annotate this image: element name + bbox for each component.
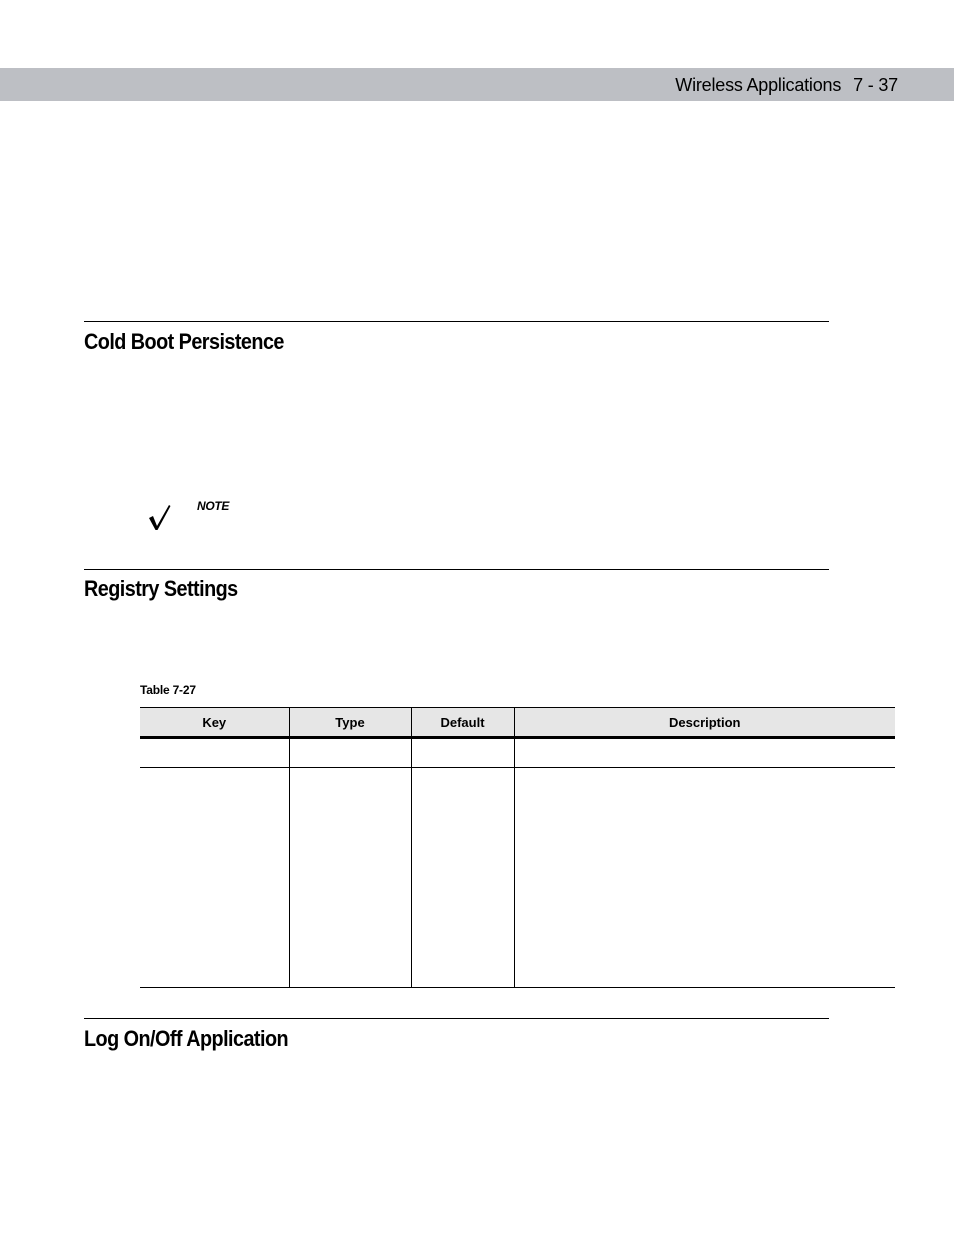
table-cell-default bbox=[411, 738, 514, 768]
column-header-default: Default bbox=[411, 708, 514, 738]
section-heading-log-on-off: Log On/Off Application bbox=[84, 1026, 289, 1051]
table-cell-type bbox=[289, 768, 411, 988]
note-label: NOTE bbox=[197, 499, 230, 513]
table-row bbox=[140, 768, 895, 988]
section-rule bbox=[84, 1018, 829, 1019]
section-rule bbox=[84, 569, 829, 570]
table-header-row bbox=[140, 708, 895, 738]
column-header-type: Type bbox=[289, 708, 411, 738]
table-cell-key bbox=[140, 738, 289, 768]
section-heading-cold-boot: Cold Boot Persistence bbox=[84, 329, 284, 354]
checkmark-icon bbox=[148, 504, 172, 530]
table-row bbox=[140, 738, 895, 768]
header-section-title: Wireless Applications bbox=[675, 75, 842, 95]
table-cell-key bbox=[140, 768, 289, 988]
table-cell-description bbox=[514, 768, 895, 988]
table-cell-default bbox=[411, 768, 514, 988]
page-number: 7 - 37 bbox=[853, 75, 898, 95]
column-header-description: Description bbox=[514, 708, 895, 738]
table-cell-description bbox=[514, 738, 895, 768]
section-rule bbox=[84, 321, 829, 322]
page-header bbox=[675, 75, 898, 95]
column-header-key: Key bbox=[140, 708, 289, 738]
section-heading-registry: Registry Settings bbox=[84, 576, 238, 601]
table-cell-type bbox=[289, 738, 411, 768]
table-caption: Table 7-27 bbox=[140, 683, 196, 697]
registry-settings-table bbox=[140, 707, 895, 988]
